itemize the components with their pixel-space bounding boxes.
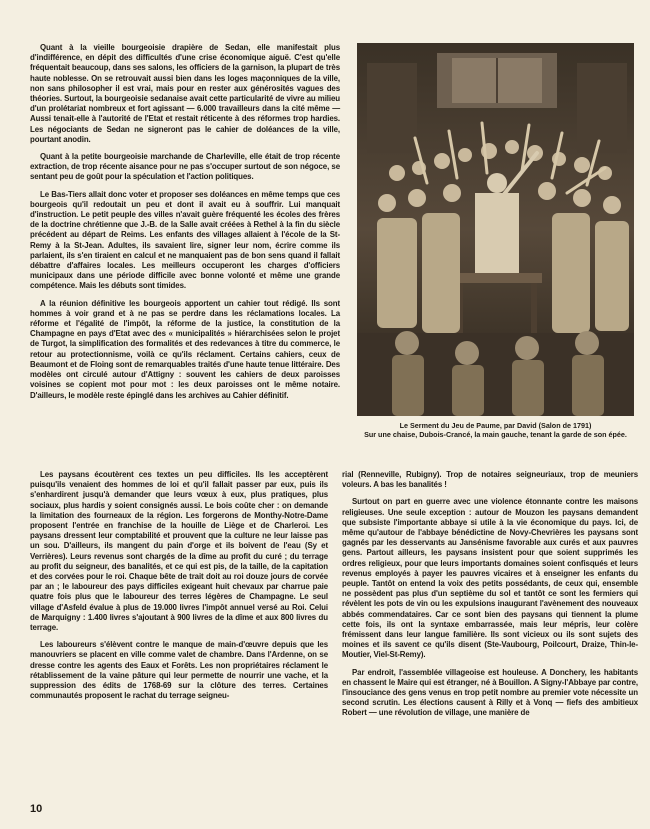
bottom-right-column — [342, 470, 638, 726]
caption-title: Le Serment du Jeu de Paume, par David (Salon de 1791) — [399, 421, 592, 430]
paragraph: A la réunion définitive les bourgeois apportent un cahier tout rédigé. Ils sont hommes à voir grand et à ne pas se perdre dans les réclamations locales. La réforme et l'égalité de l'impôt, la réforme de la justice, la constitution de la Champagne en pays d'Etat avec des « municipalités » hiérarchisées selon le projet de Turgot, la simplification des formalités et des redevances à titre du commerce, le retour au protectionnisme, voilà ce qu'ils réclament. Certains cahiers, ceux de Beaumont et de Floing sont de remarquables traités d'une haute tenue littéraire. Des modèles ont circulé autour d'Attigny : souvent les cahiers de deux paroisses voisines se copient mot pour mot : les deux paroisses ont le même notaire. D'ailleurs, le modèle reste épinglé dans les archives au Cahier définitif. — [30, 298, 340, 400]
page-number: 10 — [30, 803, 43, 815]
bottom-left-column — [30, 470, 328, 708]
top-left-column — [30, 43, 340, 408]
paragraph: Le Bas-Tiers allait donc voter et proposer ses doléances en même temps que ces bourgeois qu'il redoutait un peu et dont il avait eu à souffrir. Lui manquait d'instruction. Le petit peuple des villes n'avait guère fréquenté les écoles des frères de la doctrine chrétienne que J.-B. de la Salle avait créées à Rethel à la fin du siècle précédent au départ de Reims. Les enfants des villages allaient à l'école de la St-Remy à la St-Jean. Adultes, ils savaient lire, signer leur nom, écrire comme ils parlaient, ils s'en tiraient en calcul et ne manquaient pas de bon sens quand il fallait débattre d'affaires locales. Les meilleurs occuperont les charges d'officiers municipaux dans une période difficile avec bonne volonté et même une grande compétence. Mais les débuts sont timides. — [30, 189, 340, 291]
paragraph: Quant à la vieille bourgeoisie drapière de Sedan, elle manifestait plus d'indifférence, en dépit des difficultés d'une crise économique aiguë. C'est qu'elle fréquentait beaucoup, dans ses salons, les officiers de la garnison, la plupart de très haute noblesse. On se retrouvait aussi bien dans les loges maçonniques de la ville, non sans philosopher il est vrai, mais pour en rester aux générosités vagues des théories. Surtout, la bourgeoisie sedanaise avait cette particularité de vivre au milieu d'un prolétariat nombreux et fort agissant — 6.000 travailleurs dans la cité même — Aussi tenait-elle à l'autorité de l'Etat et restait réticente à des réformes trop hardies. Les négociants de Sedan ne signeront pas le cahier de doléances de la ville, pourtant anodin. — [30, 43, 340, 144]
caption-description: Sur une chaise, Dubois-Crancé, la main gauche, tenant la garde de son épée. — [364, 430, 627, 439]
paragraph: Les laboureurs s'élèvent contre le manque de main-d'œuvre depuis que les manouvriers se placent en ville comme valet de chambre. Dans l'Ardenne, on se dresse contre les agents des Eaux et Forêts. Les non propriétaires réclament le rétablissement de la vaine pâture qui leur permette de nourrir une vache, et la suppression des édits de 1768-69 sur la clôture des terres. Certaines communautés proposent le rachat du terrage seigneu- — [30, 640, 328, 701]
paragraph: Les paysans écoutèrent ces textes un peu difficiles. Ils les acceptèrent puisqu'ils venaient des hommes de loi et qu'il fallait passer par eux, puis ils s'enhardirent jusqu'à demander que leurs vœux à eux, plus pratiques, plus sociaux, plus hardis y soient consignés aussi. Le bois coûte cher : on demande la limitation des fourneaux de la région. Les forgerons de Monthy-Notre-Dame proposent l'entrée en franchise de la houille de Liège et de Charleroi. Les paysans dressent leur comptabilité et prouvent que la culture ne leur laisse pas un sou. D'ailleurs, ils mangent du pain d'orge et ils boivent de l'eau (Sy et Verrières). Leurs revenus sont chargés de la dîme au profit du curé ; du terrage au profit du seigneur, des banalités, et ce qui est pis, de la taille, de la capitation et des corvées pour le roi. Chaque bête de trait doit au roi douze jours de corvée par an ; le laboureur des pays difficiles exigeant huit chevaux par charrue paie quatre fois plus que le laboureur des terres légères de Champagne. Le seul village d'Asfeld évalue à plus de 19.000 livres l'impôt annuel versé au Roi. Celui de Marquigny : 1.400 livres s'ajoutant à 900 livres de la dîme et aux 800 livres du terrage. — [30, 470, 328, 633]
paragraph: Par endroit, l'assemblée villageoise est houleuse. A Donchery, les habitants en chassent le Maire qui est étranger, né à Bouillon. A Signy-l'Abbaye par contre, l'insouciance des gens venus en trop petit nombre au premier vote nécessite un second scrutin. Les élections causent à Rilly et à Vonq — fiefs des ambitieux Robert — une révolution de village, une manière de — [342, 667, 638, 718]
illustration-caption — [357, 421, 634, 439]
paragraph: rial (Renneville, Rubigny). Trop de notaires seigneuriaux, trop de meuniers voleurs. A bas les banalités ! — [342, 470, 638, 490]
paragraph: Quant à la petite bourgeoisie marchande de Charleville, elle était de trop récente extraction, de trop récente aisance pour ne pas s'occuper surtout de son négoce, se sentant peu de goût pour la spéculation et l'action politiques. — [30, 152, 340, 182]
paragraph: Surtout on part en guerre avec une violence étonnante contre les maisons religieuses. Une seule exception : autour de Mouzon les paysans demandent que subsiste l'importante abbaye si utile à la vie économique du pays. Ici, de même qu'autour de l'abbaye bénédictine de Novy-Chevrières les paysans sont gagnés par les desservants au Jansénisme favorable aux curés et aux pauvres gens. Partout ailleurs, les paysans insistent pour que soient supprimés les ordres religieux, pour que leurs importants domaines soient confisqués et leurs revenus employés à payer les pauvres vicaires et à enseigner les enfants du peuple. Tantôt on entend la voix des petits possédants, de ceux qui, ensemble ne possèdent pas plus d'un septième du sol et tantôt ce sont les fermiers qui révèlent les pots de vin ou les expulsions inaugurant l'avènement des nouveaux abbés commendataires. Car ce sont bien des paysans qui tiennent la plume cette fois, ils ont la syntaxe embarrassée, mais leur mépris, leur colère frémissent dans leur langue familière. Ils sont vicieux ou ils sont sujets des moines et ils savent ce qu'ils disent (Ste-Vaubourg, Poilcourt, Draize, Thin-le-Moutier, Viel-St-Remy). — [342, 497, 638, 660]
engraving-illustration — [357, 43, 634, 416]
